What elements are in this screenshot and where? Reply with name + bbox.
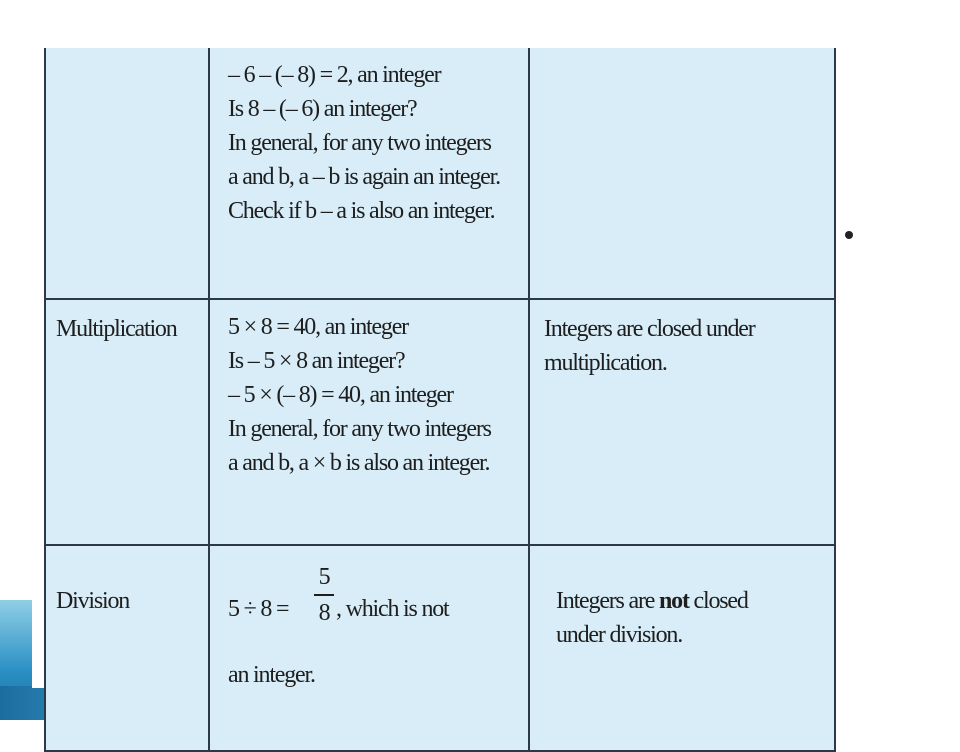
remark-cell (529, 299, 835, 545)
division-continuation: an integer. (228, 662, 315, 688)
operation-cell: Multiplication (45, 299, 209, 545)
remark-line: Integers are closed under (544, 316, 755, 342)
fraction (312, 560, 336, 630)
closure-properties-table (44, 48, 836, 752)
table-row-subtraction (45, 48, 835, 299)
remark-cell (529, 545, 835, 751)
examples-cell (209, 48, 529, 299)
example-line: a and b, a × b is also an integer. (228, 450, 490, 476)
example-line: In general, for any two integers (228, 416, 491, 442)
operation-cell: Division (45, 545, 209, 751)
table-row-multiplication (45, 299, 835, 545)
fraction-denominator: 8 (318, 600, 330, 626)
division-lead: 5 ÷ 8 = (228, 596, 289, 622)
example-line: a and b, a – b is again an integer. (228, 164, 500, 190)
division-example (228, 556, 528, 706)
example-line: – 6 – (– 8) = 2, an integer (228, 62, 441, 88)
remark-line: multiplication. (544, 350, 667, 376)
example-line: In general, for any two integers (228, 130, 491, 156)
example-line: 5 × 8 = 40, an integer (228, 314, 408, 340)
remark-cell (529, 48, 835, 299)
bullet-point (845, 231, 853, 239)
example-line: Is 8 – (– 6) an integer? (228, 96, 417, 122)
example-line: Check if b – a is also an integer. (228, 198, 495, 224)
example-line: Is – 5 × 8 an integer? (228, 348, 405, 374)
closure-table-image (32, 48, 848, 688)
division-trail: , which is not (336, 596, 449, 622)
examples-cell (209, 299, 529, 545)
table-row-division (45, 545, 835, 751)
remark-line (556, 584, 834, 618)
examples-cell (209, 545, 529, 751)
example-line: – 5 × (– 8) = 40, an integer (228, 382, 453, 408)
remark-text: closed (688, 588, 748, 614)
fraction-numerator: 5 (318, 564, 330, 590)
remark-bold: not (659, 588, 689, 614)
remark-line: under division. (556, 622, 682, 648)
operation-cell (45, 48, 209, 299)
remark-text: Integers are (556, 588, 659, 614)
